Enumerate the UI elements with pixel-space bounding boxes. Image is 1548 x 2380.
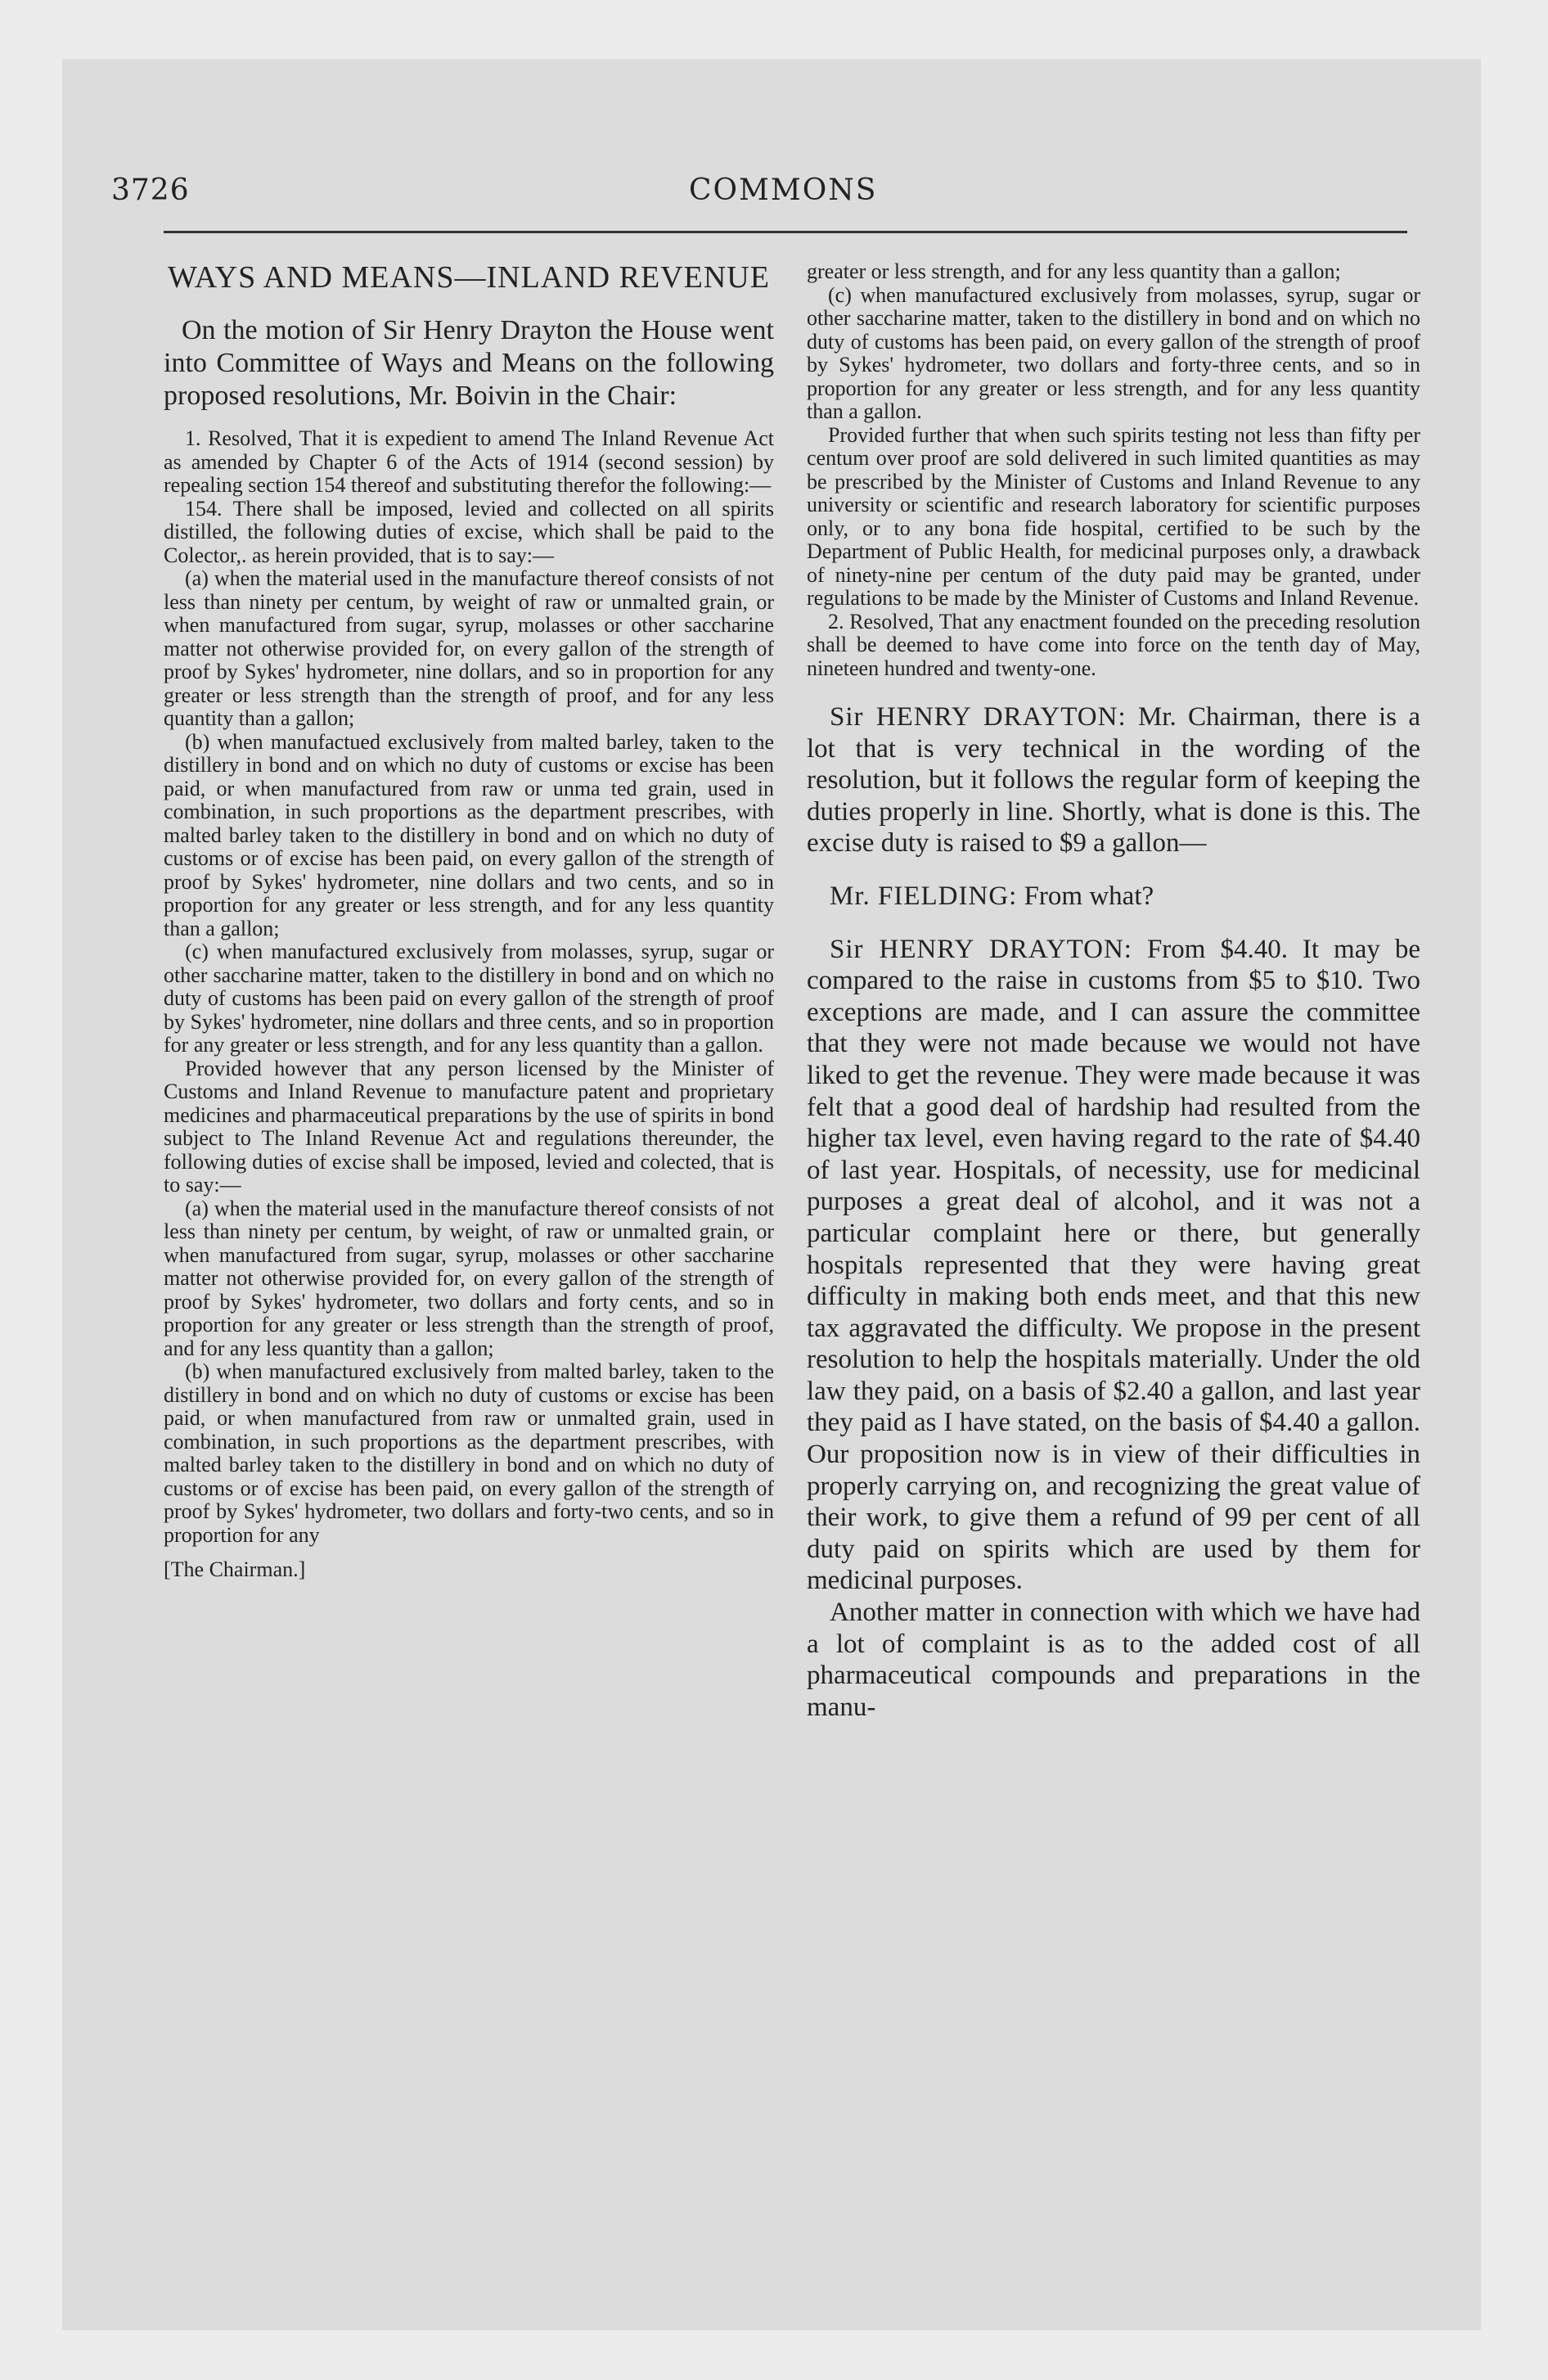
speech-text: Mr. Chairman, there is a lot that is very technical in the wording of the resolution, but it follows the regular form of keeping the duties properly in line. Shortly, what is done is this. The excise duty is raised to $9 a gallon— <box>807 702 1420 859</box>
resolution-paragraph: (a) when the material used in the manufacture thereof consists of not less than ninety per centum, by weight of raw or unmalted grain, or when manufactured from sugar, syrup, molasses or other saccharine matter not otherwise provided for, on every gallon of the strength of proof by Sykes' hydrometer, nine dollars, and so in proportion for any greater or less strength than the strength of proof, and for any less quantity than a gallon; <box>164 566 774 730</box>
speech-paragraph <box>807 881 1420 913</box>
intro-paragraph: On the motion of Sir Henry Drayton the House went into Committee of Ways and Means on the following proposed resolutions, Mr. Boivin in the Chair: <box>164 315 774 411</box>
left-column <box>164 260 774 1582</box>
page-header <box>111 174 1399 223</box>
resolution-paragraph: (c) when manufactured exclusively from molasses, syrup, sugar or other saccharine matter, taken to the distillery in bond and on which no duty of customs has been paid on every gallon of the strength of proof by Sykes' hydrometer, nine dollars and three cents, and so in proportion for any greater or less strength, and for any less quantity than a gallon. <box>164 940 774 1057</box>
section-heading: WAYS AND MEANS—INLAND REVENUE <box>168 260 770 295</box>
speech-paragraph <box>807 701 1420 859</box>
speech-text: From $4.40. It may be compared to the raise in customs from $5 to $10. Two exceptions are made, and I can assure the committee that they were not made because we would not have liked to get the revenue. They were made because it was felt that a good deal of hardship had resulted from the higher tax level, even having regard to the rate of $4.40 of last year. Hospitals, of necessity, use for medicinal purposes a great deal of alcohol, and it was not a particular complaint here or there, but generally hospitals represented that they were having great difficulty in making both ends meet, and that this new tax aggravated the difficulty. We propose in the present resolution to help the hospitals materially. Under the old law they paid, on a basis of $2.40 a gallon, and last year they paid as I have stated, on the basis of $4.40 a gallon. Our proposition now is in view of their difficulties in properly carrying on, and recognizing the great value of their work, to give them a refund of 99 per cent of all duty paid on spirits which are used by them for medicinal purposes. <box>807 934 1420 1596</box>
resolution-paragraph: greater or less strength, and for any less quantity than a gallon; <box>807 259 1341 283</box>
speaker-name: Sir HENRY DRAYTON: <box>830 702 1127 732</box>
resolution-paragraph: 1. Resolved, That it is expedient to amend The Inland Revenue Act as amended by Chapter 6 of the Acts of 1914 (second session) by repealing section 154 thereof and substituting therefor the following:— <box>164 426 774 497</box>
resolution-paragraph: Provided further that when such spirits testing not less than fifty per centum over proof are sold delivered in such limited quantities as may be prescribed by the Minister of Customs and Inland Revenue to any university or scientific and research laboratory for scientific purposes only, or to any bona fide hospital, certified to be such by the Department of Public Health, for medicinal purposes only, a drawback of ninety-nine per centum of the duty paid may be granted, under regulations to be made by the Minister of Customs and Inland Revenue. <box>807 422 1420 610</box>
resolution-paragraph: (b) when manufactued exclusively from malted barley, taken to the distillery in bond and on which no duty of customs or excise has been paid, or when manufactured from raw or unma ted grain, used in combination, in such proportions as the department prescribes, with malted barley taken to the distillery in bond and on which no duty of customs or of excise has been paid, on every gallon of the strength of proof by Sykes' hydrometer, nine dollars and two cents, and so in proportion for any greater or less strength, and for any less quantity than a gallon; <box>164 729 774 940</box>
speaker-name: Sir HENRY DRAYTON: <box>830 934 1132 964</box>
speech-paragraph <box>807 934 1420 1597</box>
resolution-paragraph: 2. Resolved, That any enactment founded on the preceding resolution shall be deemed to have come into force on the tenth day of May, nineteen hundred and twenty-one. <box>807 609 1420 680</box>
resolution-paragraph: (b) when manufactured exclusively from malted barley, taken to the distillery in bond and on which no duty of customs or excise has been paid, or when manufactured from raw or unmalted grain, used in combination, in such proportions as the department prescribes, with malted barley taken to the distillery in bond and on which no duty of customs or of excise has been paid, on every gallon of the strength of proof by Sykes' hydrometer, two dollars and forty-two cents, and so in proportion for any <box>164 1359 774 1547</box>
resolution-paragraph: (a) when the material used in the manufacture thereof consists of not less than ninety per centum, by weight, of raw or unmalted grain, or when manufactured from sugar, syrup, molasses or other saccharine matter not otherwise provided for, on every gallon of the strength of proof by Sykes' hydrometer, two dollars and forty cents, and so in proportion for any greater or less strength than the strength of proof, and for any less quantity than a gallon; <box>164 1196 774 1360</box>
resolution-paragraph: (c) when manufactured exclusively from molasses, syrup, sugar or other saccharine matter, taken to the distillery in bond and on which no duty of customs has been paid, on every gallon of the strength of proof by Sykes' hydrometer, two dollars and forty-three cents, and so in proportion for any greater or less strength, and for any less quantity than a gallon. <box>807 282 1420 423</box>
speech-text: From what? <box>1017 881 1154 911</box>
chairman-footnote: [The Chairman.] <box>164 1557 306 1581</box>
running-head: COMMONS <box>689 174 878 207</box>
speech-continuation: Another matter in connection with which we have had a lot of complaint is as to the added cost of all pharmaceutical compounds and preparations in the manu- <box>807 1598 1420 1722</box>
speaker-name: Mr. FIELDING: <box>830 881 1018 911</box>
resolution-paragraph: 154. There shall be imposed, levied and collected on all spirits distilled, the following duties of excise, which shall be paid to the Colector,. as herein provided, that is to say:— <box>164 496 774 567</box>
page-number: 3726 <box>111 174 190 207</box>
resolution-paragraph: Provided however that any person licensed by the Minister of Customs and Inland Revenue to manufacture patent and proprietary medicines and pharmaceutical preparations by the use of spirits in bond subject to The Inland Revenue Act and regulations thereunder, the following duties of excise shall be imposed, levied and colected, that is to say:— <box>164 1056 774 1197</box>
right-column <box>807 260 1420 1723</box>
header-rule <box>164 231 1407 233</box>
